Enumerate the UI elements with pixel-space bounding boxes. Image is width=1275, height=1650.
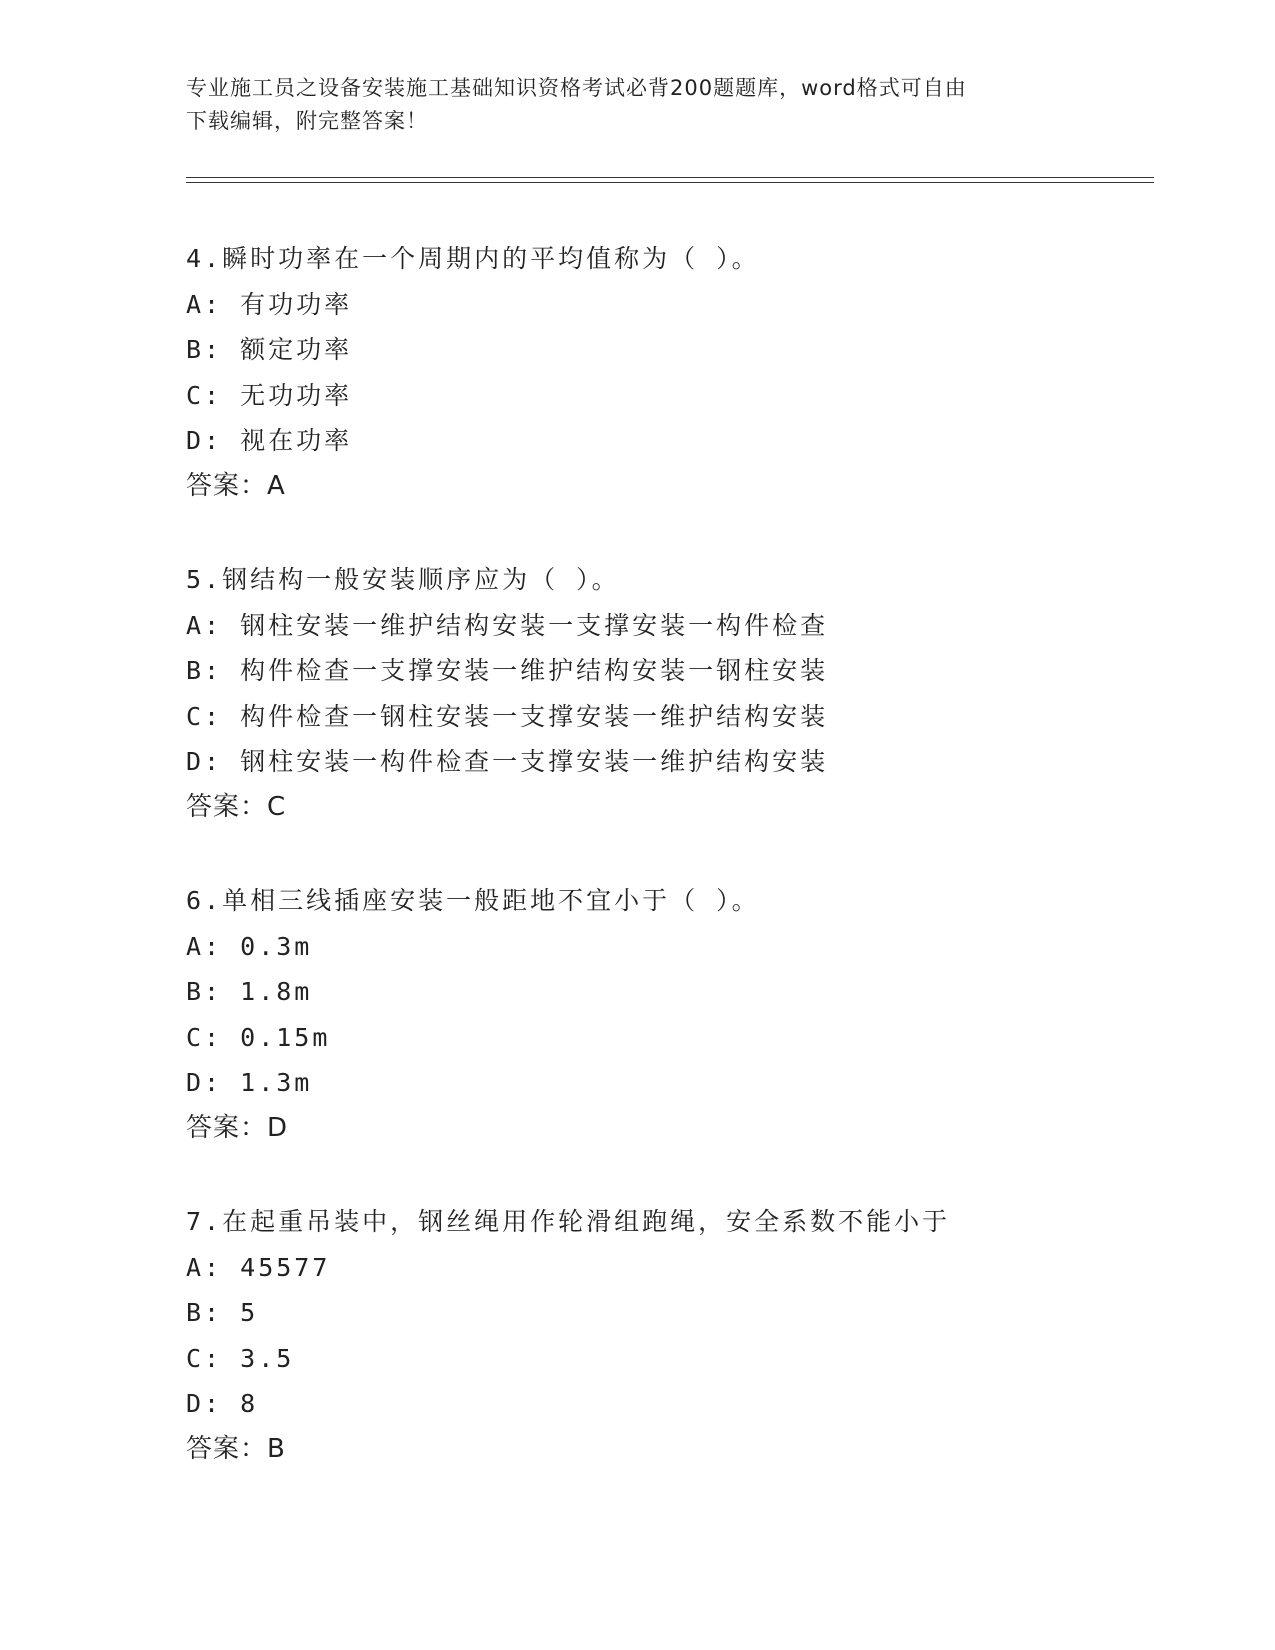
answer-line: 答案：B: [186, 1433, 286, 1464]
header-line-2: 下载编辑，附完整答案！: [186, 109, 428, 133]
answer-line: 答案：D: [186, 1112, 289, 1143]
header-divider-top: [186, 177, 1154, 178]
header-line-1: 专业施工员之设备安装施工基础知识资格考试必背200题题库，word格式可自由: [186, 76, 967, 100]
option-a: A: 钢柱安装一维护结构安装一支撑安装一构件检查: [186, 610, 829, 640]
option-c: C: 构件检查一钢柱安装一支撑安装一维护结构安装: [186, 701, 829, 731]
option-b: B: 构件检查一支撑安装一维护结构安装一钢柱安装: [186, 656, 829, 685]
header-divider-bottom: [186, 182, 1154, 183]
option-c: C: 3.5: [186, 1343, 295, 1373]
document-header: [186, 72, 1086, 138]
option-a: A: 0.3m: [186, 931, 313, 961]
answer-line: 答案：C: [186, 791, 287, 822]
option-b: B: 5: [186, 1298, 259, 1327]
question-list: [186, 236, 1146, 1520]
question-6: [186, 878, 1146, 1199]
option-d: D: 视在功率: [186, 426, 353, 455]
question-stem: 6.单相三线插座安装一般距地不宜小于（ ）。: [186, 886, 760, 915]
answer-line: 答案：A: [186, 470, 286, 501]
option-c: C: 0.15m: [186, 1022, 331, 1052]
question-7: [186, 1199, 1146, 1520]
option-d: D: 钢柱安装一构件检查一支撑安装一维护结构安装: [186, 747, 829, 776]
option-a: A: 45577: [186, 1252, 331, 1282]
option-b: B: 额定功率: [186, 335, 353, 364]
question-stem: 5.钢结构一般安装顺序应为（ ）。: [186, 565, 620, 594]
option-b: B: 1.8m: [186, 977, 313, 1006]
option-a: A: 有功功率: [186, 289, 353, 319]
option-c: C: 无功功率: [186, 380, 353, 410]
question-stem: 4.瞬时功率在一个周期内的平均值称为（ ）。: [186, 244, 760, 273]
question-4: [186, 236, 1146, 557]
option-d: D: 8: [186, 1389, 259, 1418]
option-d: D: 1.3m: [186, 1068, 313, 1097]
question-stem: 7.在起重吊装中，钢丝绳用作轮滑组跑绳，安全系数不能小于: [186, 1207, 951, 1236]
question-5: [186, 557, 1146, 878]
